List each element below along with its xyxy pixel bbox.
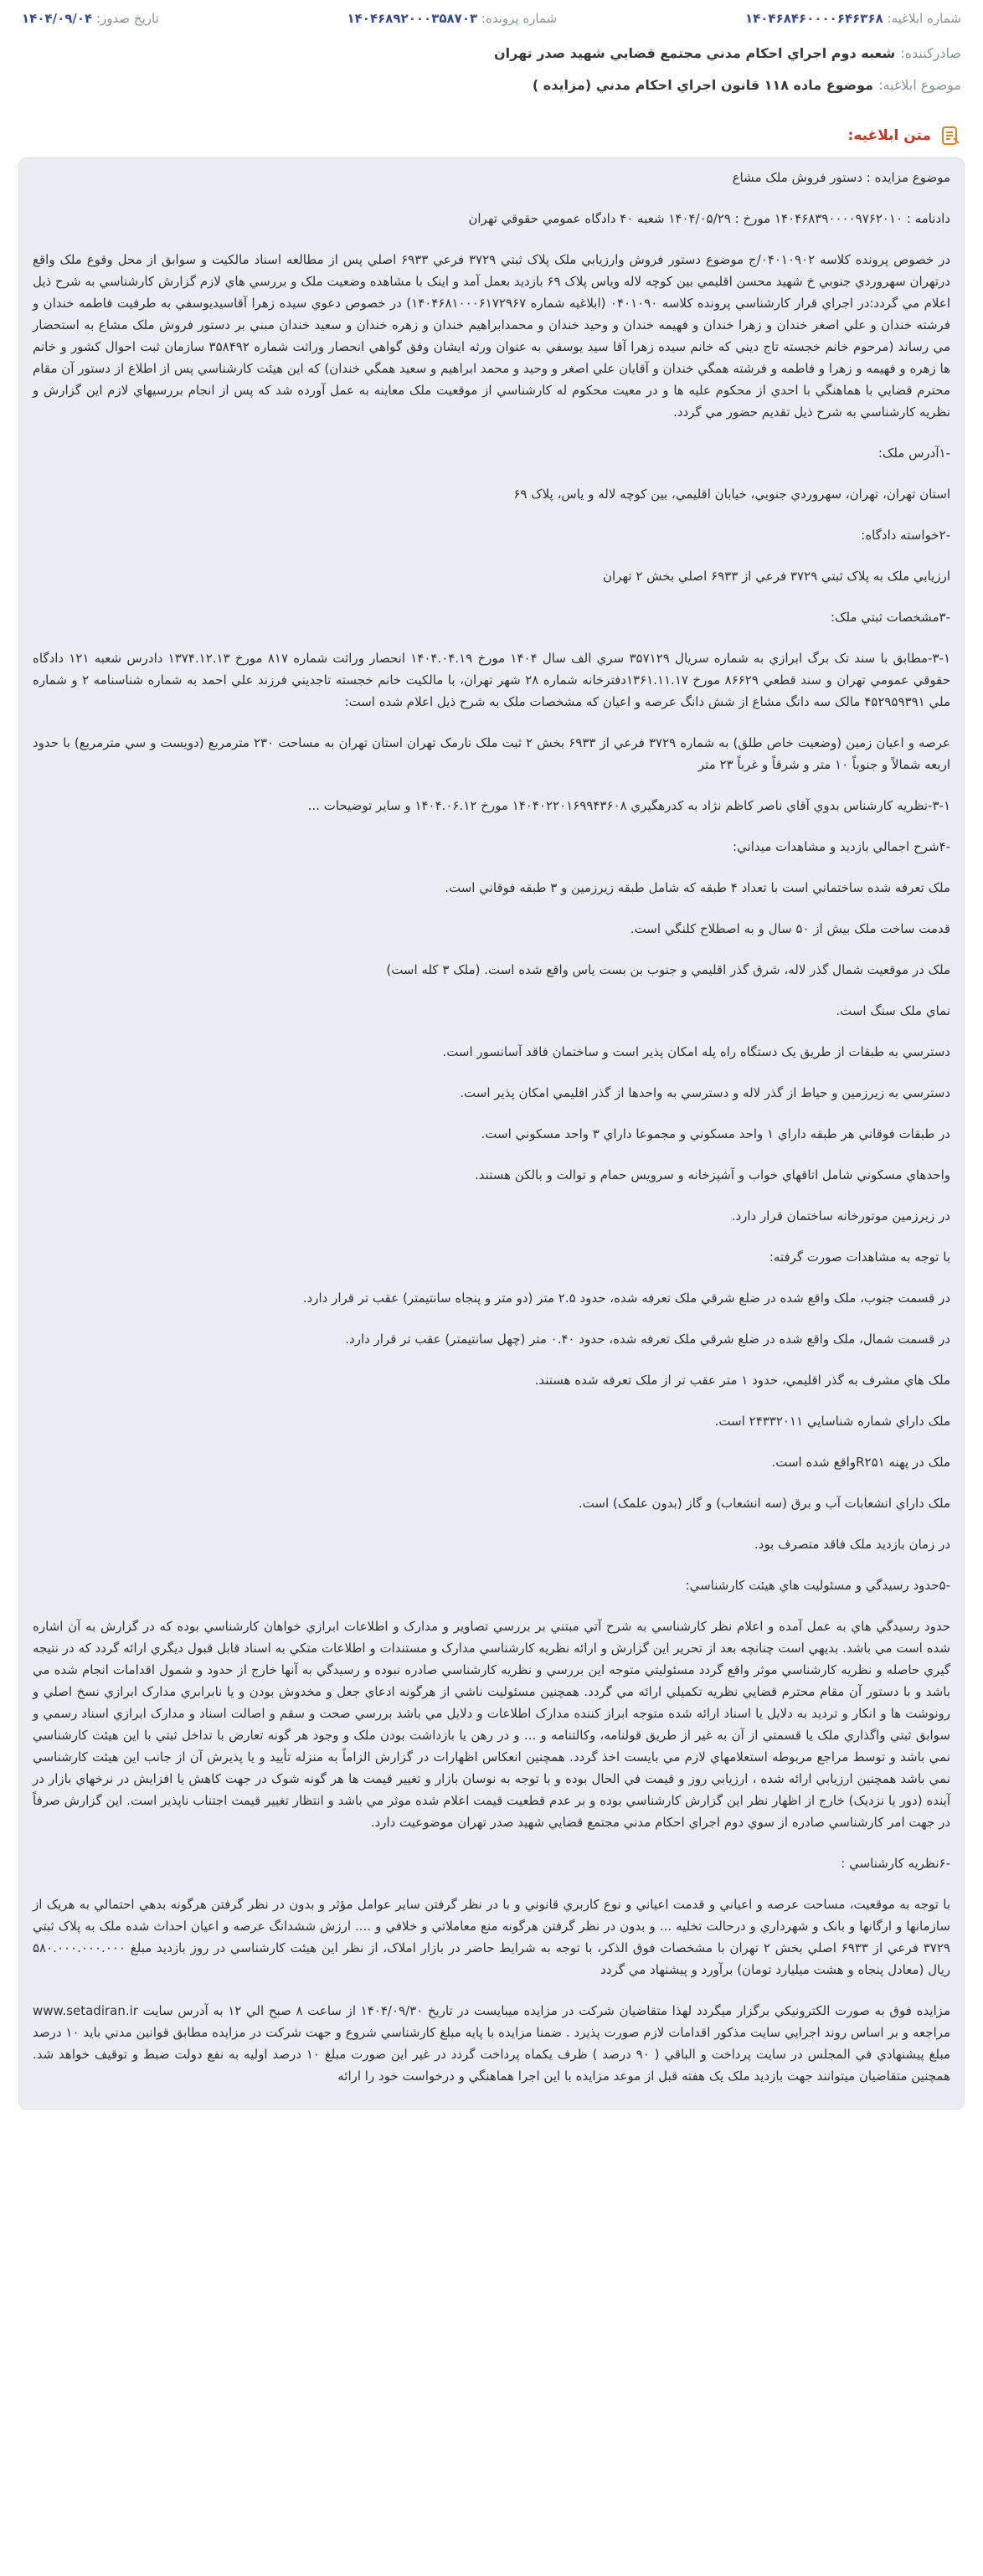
case-number-value: ۱۴۰۴۶۸۹۲۰۰۰۳۵۸۷۰۳ bbox=[347, 11, 478, 26]
subject-value: موضوع ماده ۱۱۸ قانون اجراي احکام مدني (مزايده ) bbox=[532, 76, 874, 93]
subject-label: موضوع ابلاغیه: bbox=[878, 76, 961, 93]
case-number bbox=[347, 11, 557, 26]
notice-paragraph: قدمت ساخت ملک بيش از ۵۰ سال و به اصطلاح کلنگي است. bbox=[630, 921, 950, 936]
notice-paragraph: -۲خواسته دادگاه: bbox=[861, 528, 950, 543]
notice-paragraph: واحدهاي مسکوني شامل اتاقهاي خواب و آشپزخانه و سرويس حمام و توالت و بالکن هستند. bbox=[475, 1167, 950, 1182]
issue-date-label: تاریخ صدور: bbox=[96, 11, 159, 26]
subject-row bbox=[18, 69, 965, 100]
notice-paragraph: موضوع مزايده : دستور فروش ملک مشاع bbox=[732, 170, 950, 185]
issue-date bbox=[22, 11, 159, 26]
notice-number-label: شماره ابلاغیه: bbox=[887, 11, 961, 26]
notice-paragraph: -۵حدود رسيدگي و مسئوليت هاي هيئت کارشناسي: bbox=[685, 1578, 950, 1593]
notice-paragraph: ۳-۱-مطابق با سند تک برگ ابرازي به شماره سريال ۳۵۷۱۲۹ سري الف سال ۱۴۰۴ مورخ ۱۴۰۴.۰۴.۱۹ انحصار وراثت شماره ۸۱۷ مورخ ۱۳۷۴.۱۲.۱۳ دادرس شعبه ۱۲۱ دادگاه حقوقي عمومي تهران و سند قطعي ۸۶۶۲۹ مورخ ۱۳۶۱.۱۱.۱۷دفترخانه شماره ۲۸ شهر تهران، با مالکيت خانم خجسته تاجديني فرزند علي احمد به شماره شناسنامه ۲ و شماره ملي ۴۵۲۹۵۹۳۹۱ مالک سه دانگ مشاع از شش دانگ عرصه و اعيان که مشخصات ملک به شرح ذيل اعلام شده است: bbox=[33, 651, 950, 709]
notice-text-heading bbox=[18, 119, 965, 152]
notice-paragraph: مزايده فوق به صورت الکترونيکي برگزار ميگردد لهذا متقاضيان شرکت در مزايده ميبايست در تاريخ ۱۴۰۴/۰۹/۳۰ از ساعت ۸ صبح الي ۱۲ به آدرس سايت www.setadiran.ir مراجعه و بر اساس روند اجرايي سايت مذکور اقدامات لازم صورت پذيرد . ضمنا مزايده با پايه مبلغ کارشناسي شروع و جهت شرکت در مزايده مطابق قوانين مدني بايد ۱۰ درصد مبلغ پيشنهادي في المجلس در سايت پرداخت و الباقي ( ۹۰ درصد ) ظرف يکماه پرداخت گردد در غير اين صورت مبلغ ۱۰ درصد اوليه به نفع دولت ضبط و توقيف خواهد شد. همچنين متقاضيان ميتوانند جهت بازديد ملک يک هفته قبل از موعد مزايده با اين اجرا هماهنگي و درخواست خود را ارائه bbox=[33, 2003, 950, 2084]
notice-paragraph: با توجه به مشاهدات صورت گرفته: bbox=[769, 1249, 950, 1265]
issuer-label: صادرکننده: bbox=[900, 44, 961, 61]
notice-paragraph: -۴شرح اجمالي بازديد و مشاهدات ميداني: bbox=[733, 839, 950, 854]
document-icon bbox=[939, 125, 961, 147]
notice-paragraph: در زيرزمين موتورخانه ساختمان قرار دارد. bbox=[731, 1208, 950, 1224]
case-number-label: شماره پرونده: bbox=[481, 11, 558, 26]
notice-paragraph: با توجه به موقعيت، مساحت عرصه و اعياني و قدمت اعياني و نوع کاربري قانوني و با در نظر گرفتن ساير عوامل مؤثر و بدون در نظر گرفتن هرگونه بدهي احتمالي به هريک از سازمانها و ارگانها و بانک و شهرداري و درحالت تخليه ... و بدون در نظر گرفتن هرگونه منع معاملاتي و خلافي و .... ارزش ششدانگ عرصه و اعيان احداث شده ملک به پلاک ثبتي ۳۷۲۹ فرعي از ۶۹۳۳ اصلي بخش ۲ تهران با مشخصات فوق الذکر، با توجه به شرايط حاضر در بازار املاک، از نظر اين هيئت کارشناسي در روز بازديد مبلغ ۵۸۰.۰۰۰.۰۰۰.۰۰۰ ريال (معادل پنجاه و هشت ميليارد تومان) برآورد و پيشنهاد مي گردد bbox=[33, 1897, 950, 1977]
notice-text-body bbox=[18, 157, 965, 2110]
notice-paragraph: در طبقات فوقاني هر طبقه داراي ۱ واحد مسکوني و مجموعا داراي ۳ واحد مسکوني است. bbox=[481, 1126, 950, 1141]
issuer-row bbox=[18, 37, 965, 69]
notice-paragraph: ملک در پهنه R۲۵۱واقع شده است. bbox=[771, 1455, 950, 1470]
notice-paragraph: ملک داراي انشعابات آب و برق (سه انشعاب) و گاز (بدون علمک) است. bbox=[578, 1496, 950, 1511]
notice-paragraph: ملک هاي مشرف به گذر اقليمي، حدود ۱ متر عقب تر از ملک تعرفه شده هستند. bbox=[534, 1373, 950, 1388]
notice-paragraph: دادنامه : ۱۴۰۴۶۸۳۹۰۰۰۰۹۷۶۲۰۱۰ مورخ : ۱۴۰۴/۰۵/۲۹ شعبه ۴۰ دادگاه عمومي حقوقي تهران bbox=[468, 211, 950, 226]
notice-paragraph: ملک داراي شماره شناسايي ۲۴۳۳۲۰۱۱ است. bbox=[714, 1414, 950, 1429]
notice-paragraph: استان تهران، تهران، سهروردي جنوبي، خيابان اقليمي، بين کوچه لاله و ياس، پلاک ۶۹ bbox=[513, 487, 950, 502]
notice-paragraph: -۱آدرس ملک: bbox=[877, 446, 950, 461]
notice-text-title: متن ابلاغیه: bbox=[847, 127, 931, 144]
notice-paragraph: عرصه و اعيان زمين (وضعيت خاص طلق) به شماره ۳۷۲۹ فرعي از ۶۹۳۳ بخش ۲ ثبت ملک نارمک تهران استان تهران به مساحت ۲۳۰ مترمربع (دويست و سي مترمربع) با حدود اربعه شمالاً و جنوباً ۱۰ متر و شرقاً و غرباً ۲۳ متر bbox=[33, 735, 951, 772]
notice-paragraph: نماي ملک سنگ است. bbox=[836, 1003, 950, 1018]
notice-paragraph: ملک در موقعيت شمال گذر لاله، شرق گذر اقليمي و جنوب بن بست ياس واقع شده است. (ملک ۳ کله است) bbox=[386, 962, 950, 977]
notice-number bbox=[745, 11, 961, 26]
notice-paragraph: دسترسي به طبقات از طريق يک دستگاه راه پله امکان پذير است و ساختمان فاقد آسانسور است. bbox=[442, 1044, 950, 1059]
notice-paragraph: ۳-۱-نظريه کارشناس بدوي آقاي ناصر کاظم نژاد به کدرهگيري ۱۴۰۴۰۲۲۰۱۶۹۹۴۳۶۰۸ مورخ ۱۴۰۴.۰۶.۱۲ و ساير توضيحات ... bbox=[307, 798, 950, 813]
notice-paragraph: ملک تعرفه شده ساختماني است با تعداد ۴ طبقه که شامل طبقه زيرزمين و ۳ طبقه فوقاني است. bbox=[445, 880, 950, 895]
notice-paragraph: در قسمت شمال، ملک واقع شده در ضلع شرقي ملک تعرفه شده، حدود ۰.۴۰ متر (چهل سانتيمتر) عقب تر قرار دارد. bbox=[345, 1332, 950, 1347]
notice-meta-row bbox=[18, 0, 965, 37]
issuer-value: شعبه دوم اجراي احکام مدني مجتمع قضايي شهيد صدر تهران bbox=[493, 44, 896, 61]
notice-paragraph: دسترسي به زيرزمين و حياط از گذر لاله و دسترسي به واحدها از گذر اقليمي امکان پذير است. bbox=[460, 1085, 950, 1100]
notice-paragraph: ارزيابي ملک به پلاک ثبتي ۳۷۲۹ فرعي از ۶۹۳۳ اصلي بخش ۲ تهران bbox=[603, 569, 950, 584]
notice-paragraph: حدود رسيدگي هاي به عمل آمده و اعلام نظر کارشناسي به شرح آتي مبتني بر بررسي تصاوير و مدارک و اطلاعات ابرازي خواهان کارشناسي بوده که در گزارش به آن اشاره شده است مي باشد. بديهي است چنانچه بعد از تحرير اين گزارش و ارائه نظريه کارشناسي مدارک و مستندات و اطلاعات متکي به اسناد قابل قبول ديگري ارائه گردد که در نتيجه گيري حاصله و نظريه کارشناسي موثر واقع گردد مسئوليتي متوجه اين بررسي و نظريه کارشناسي صادره نبوده و رسيدگي به آنها خارج از حدود و شمول اقدامات انجام شده مي باشد و با دستور آن مقام محترم قضايي نظريه تکميلي ارائه مي گردد. همچنين مسئوليت ناشي از هرگونه ادعاي جعل و مخدوش بودن و يا نابرابري مدارک ابرازي نسخ اصلي و رونوشت ها و انکار و ترديد به دلايل يا اسناد ارائه شده متوجه ابراز کننده مدارک اطلاعات و دلايل مي باشد بررسي صحت و سقم و اصالت اسناد و مدارک ابرازي اسناد رسمي و سوابق ثبتي واگذاري ملک يا قسمتي از آن به غير از طريق قولنامه، وکالتنامه و ... و در رهن يا بازداشت بودن ملک و وجود هر گونه تعارض با تداخل ثبتي با اين هيئت کارشناسي نمي باشد و توسط مراجع مربوطه استعلامهاي لازم مي بايست اخذ گردد. همچنين انعکاس اظهارات در گزارش الزاماً به منزله تأييد و يا پذيرش آن از جانب اين هيئت کارشناسي نمي باشد همچنين ارزيابي ارائه شده ، ارزيابي روز و قيمت في الحال بوده و با توجه به نوسان بازار و تغيير قيمت ها هر گونه شوک در جهت کاهش يا افزايش در نرخهاي بازار در آينده (دور يا نزديک) خارج از اظهار نظر اين گزارش کارشناسي بوده و بر عدم قطعيت قيمت اعلام شده موثر مي باشد و انتظار تغيير قيمت اجتناب ناپذير است. اين گزارش صرفاً در جهت امر کارشناسي صادره از سوي دوم اجراي احکام مدني مجتمع قضايي شهيد صدر تهران موضوعيت دارد. bbox=[33, 1619, 950, 1830]
notice-paragraph: در زمان بازديد ملک فاقد متصرف بود. bbox=[754, 1537, 950, 1552]
issue-date-value: ۱۴۰۴/۰۹/۰۴ bbox=[22, 11, 93, 26]
notice-paragraph: در قسمت جنوب، ملک واقع شده در ضلع شرقي ملک تعرفه شده، حدود ۲.۵ متر (دو متر و پنجاه سانتيمتر) عقب تر قرار دارد. bbox=[302, 1291, 950, 1306]
notice-paragraph: در خصوص پرونده کلاسه ۰۴۰۱۰۹۰۲/ج موضوع دستور فروش وارزيابي ملک پلاک ثبتي ۳۷۲۹ فرعي ۶۹۳۳ اصلي پس از مطالعه اسناد مالکيت و سوابق از محل وقوع ملک واقع درتهران سهروردي جنوبي خ شهيد محسن اقليمي بين کوچه لاله وياس پلاک ۶۹ بازديد بعمل آمد و اينک با مشاهده وضعيت ملک و بررسي هاي لازم گزارش کارشناسي به شرح ذيل اعلام مي گردد:در اجراي قرار کارشناسي پرونده کلاسه ۰۴۰۱۰۹۰ (ابلاغيه شماره ۱۴۰۴۶۸۱۰۰۰۶۱۷۲۹۶۷) در خصوص دعوي سيده زهرا آقاسيديوسفي به طرفيت فاطمه خندان و فرشته خندان و علي اصغر خندان و زهرا خندان و فهيمه خندان و وحيد خندان و محمدابراهيم خندان و زهره خندان و سعيد خندان مبني بر دستور فروش ملک مشاع به استحضار مي رساند (مرحوم خانم خجسته تاج ديني که خانم سيده زهرا آقا سيد يوسفي به عنوان ورثه ايشان وفق گواهي انحصار وراثت شماره ۳۵۸۴۹۲ سازمان ثبت احوال کشور و خانم ها زهره و فهيمه و زهرا و فاطمه و فرشته همگي خندان و آقايان علي اصغر و وحيد و محمد ابراهيم و سعيد همگي خندان) که اين هيئت کارشناسي پس از اطلاع از دستور آن مقام محترم قضايي با هماهنگي با احدي از محکوم عليه ها و در معيت محکوم له کارشناسي از موقعيت ملک معاينه به عمل آورده شد که پس از انجام بررسيهاي لازم اين گزارش و نظريه کارشناسي به شرح ذيل تقديم حضور مي گردد. bbox=[33, 252, 951, 420]
notice-number-value: ۱۴۰۴۶۸۴۶۰۰۰۰۶۴۶۳۶۸ bbox=[744, 11, 883, 26]
notice-paragraph: -۶نظريه کارشناسي : bbox=[841, 1856, 950, 1871]
notice-paragraph: -۳مشخصات ثبتي ملک: bbox=[830, 610, 950, 625]
